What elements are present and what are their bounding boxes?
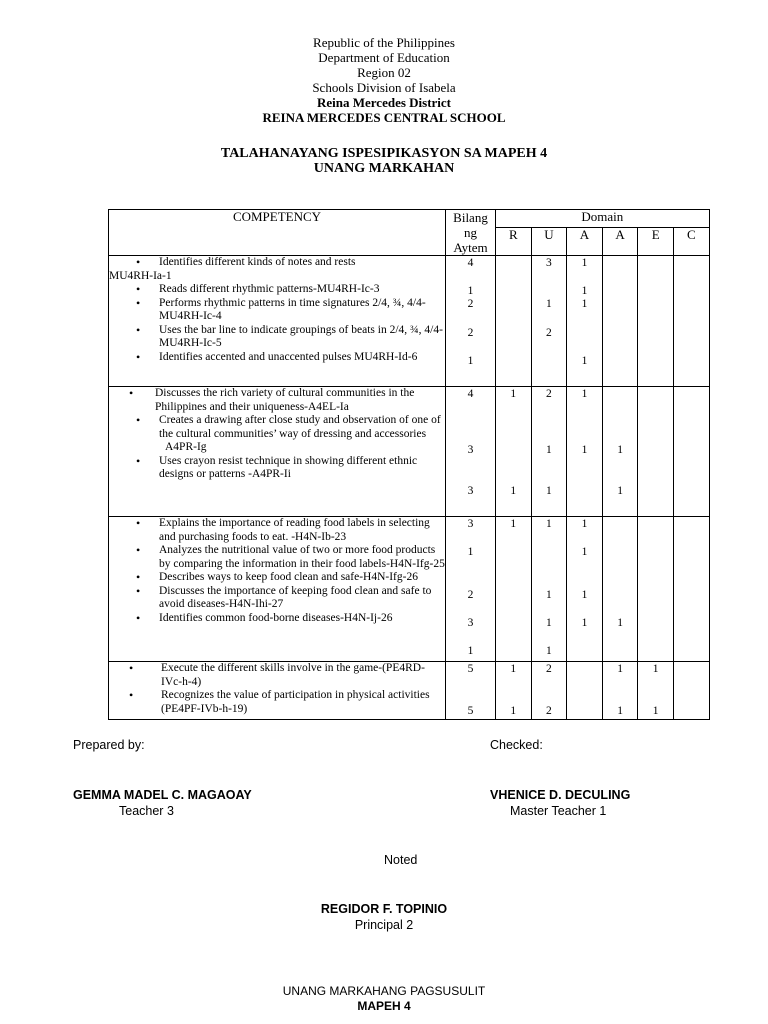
e-cell — [638, 662, 674, 720]
checked-label: Checked: — [490, 738, 543, 752]
list-item: • Discusses the importance of keeping food clean and safe to avoid diseases-H4N-Ihi-27 — [109, 585, 445, 612]
value: 3 — [546, 257, 552, 269]
table-row-pe — [109, 662, 710, 720]
a1-cell — [567, 387, 603, 517]
value: 3 — [467, 617, 474, 629]
competency-cell — [109, 662, 446, 720]
r-cell — [496, 517, 532, 662]
list-item: • Explains the importance of reading food labels in selecting and purchasing foods to eat. -H4N-Ib-23 — [109, 517, 445, 544]
value: 2 — [467, 298, 474, 310]
value: 1 — [652, 663, 659, 675]
checker-name: VHENICE D. DECULING — [490, 788, 631, 802]
domain-a1: A — [567, 228, 603, 256]
bilang-cell — [446, 387, 496, 517]
value: 1 — [546, 444, 552, 456]
list-item: • Creates a drawing after close study and observation of one of the cultural communities’ way of dressing and accessories — [109, 414, 445, 441]
value: 1 — [546, 617, 552, 629]
table-row-arts — [109, 387, 710, 517]
a1-cell — [567, 517, 603, 662]
header-department: Department of Education — [318, 50, 450, 65]
value: 1 — [546, 298, 552, 310]
list-item: • Describes ways to keep food clean and safe-H4N-Ifg-26 — [109, 571, 445, 585]
value: 2 — [546, 705, 552, 717]
a2-cell — [602, 662, 638, 720]
e-cell — [638, 387, 674, 517]
value: 2 — [467, 327, 474, 339]
value: 1 — [546, 589, 552, 601]
value: 2 — [546, 388, 552, 400]
list-item: • Performs rhythmic patterns in time signatures 2/4, ¾, 4/4-MU4RH-Ic-4 — [109, 297, 445, 324]
bilang-cell — [446, 517, 496, 662]
specification-table — [108, 209, 710, 720]
header-bilang — [446, 210, 496, 256]
u-cell — [531, 256, 567, 387]
value: 5 — [467, 705, 474, 717]
value: 1 — [546, 645, 552, 657]
list-item: • Uses the bar line to indicate groupings of beats in 2/4, ¾, 4/4-MU4RH-Ic-5 — [109, 324, 445, 351]
list-item-code: A4PR-Ig — [165, 441, 207, 453]
bilang-cell — [446, 662, 496, 720]
value: 2 — [546, 663, 552, 675]
value: 1 — [581, 617, 588, 629]
c-cell — [673, 662, 709, 720]
list-item: • Identifies accented and unaccented pulses MU4RH-Id-6 — [109, 351, 445, 365]
e-cell — [638, 517, 674, 662]
footer-line1: UNANG MARKAHANG PAGSUSULIT — [282, 984, 486, 998]
value: 3 — [467, 485, 474, 497]
u-cell — [531, 662, 567, 720]
a2-cell — [602, 517, 638, 662]
value: 1 — [510, 663, 517, 675]
c-cell — [673, 387, 709, 517]
header-bilang-line2: ng — [464, 225, 477, 240]
list-item: • Identifies common food-borne diseases-H4N-Ij-26 — [109, 612, 445, 626]
value: 1 — [617, 444, 623, 456]
value: 1 — [510, 705, 517, 717]
value: 1 — [652, 705, 659, 717]
value: 1 — [467, 546, 474, 558]
list-item: • Discusses the rich variety of cultural communities in the Philippines and their uniqueness-A4EL-Ia — [109, 387, 445, 414]
r-cell — [496, 662, 532, 720]
table-row-music — [109, 256, 710, 387]
c-cell — [673, 256, 709, 387]
list-item: • Uses crayon resist technique in showing different ethnic designs or patterns -A4PR-Ii — [109, 455, 445, 482]
value: 1 — [581, 298, 588, 310]
u-cell — [531, 517, 567, 662]
list-item: • Execute the different skills involve in the game-(PE4RD-IVc-h-4) — [109, 662, 445, 689]
footer-line2: MAPEH 4 — [357, 999, 411, 1013]
value: 1 — [617, 617, 623, 629]
document-title — [0, 146, 768, 176]
value: 1 — [581, 518, 588, 530]
header-bilang-line3: Aytem — [453, 240, 488, 255]
header-division: Schools Division of Isabela — [312, 80, 456, 95]
domain-r: R — [496, 228, 532, 256]
title-line1: TALAHANAYANG ISPESIPIKASYON SA MAPEH 4 — [220, 146, 548, 161]
value: 2 — [546, 327, 552, 339]
competency-cell — [109, 387, 446, 517]
value: 1 — [510, 518, 517, 530]
value: 1 — [617, 663, 623, 675]
value: 1 — [467, 355, 474, 367]
header-competency: COMPETENCY — [109, 210, 446, 256]
value: 1 — [467, 645, 474, 657]
prepared-label: Prepared by: — [73, 738, 145, 752]
header-bilang-line1: Bilang — [453, 210, 488, 225]
domain-c: C — [673, 228, 709, 256]
value: 2 — [467, 589, 474, 601]
value: 1 — [510, 388, 517, 400]
value: 1 — [581, 257, 588, 269]
a1-cell — [567, 256, 603, 387]
list-item-code: MU4RH-Ia-1 — [109, 269, 172, 282]
bilang-cell — [446, 256, 496, 387]
header-country: Republic of the Philippines — [313, 35, 455, 50]
r-cell — [496, 387, 532, 517]
c-cell — [673, 517, 709, 662]
value: 4 — [467, 257, 474, 269]
preparer-title: Teacher 3 — [119, 804, 174, 818]
value: 1 — [581, 589, 588, 601]
value: 1 — [581, 285, 588, 297]
r-cell — [496, 256, 532, 387]
title-line2: UNANG MARKAHAN — [313, 161, 455, 176]
preparer-name: GEMMA MADEL C. MAGAOAY — [73, 788, 252, 802]
value: 1 — [467, 285, 474, 297]
table-row-health — [109, 517, 710, 662]
value: 1 — [546, 485, 552, 497]
u-cell — [531, 387, 567, 517]
value: 1 — [581, 388, 588, 400]
list-item: • Identifies different kinds of notes and rests — [109, 256, 445, 270]
list-item: • Reads different rhythmic patterns-MU4RH-Ic-3 — [109, 283, 445, 297]
a2-cell — [602, 256, 638, 387]
value: 1 — [510, 485, 517, 497]
value: 1 — [617, 485, 623, 497]
competency-cell — [109, 517, 446, 662]
value: 1 — [546, 518, 552, 530]
domain-e: E — [638, 228, 674, 256]
value: 3 — [467, 444, 474, 456]
value: 1 — [581, 355, 588, 367]
noter-name: REGIDOR F. TOPINIO — [320, 902, 448, 916]
list-item: • Recognizes the value of participation in physical activities (PE4PF-IVb-h-19) — [109, 689, 445, 716]
header-region: Region 02 — [357, 65, 411, 80]
value: 1 — [617, 705, 623, 717]
value: 1 — [581, 546, 588, 558]
domain-a2: A — [602, 228, 638, 256]
noted-label: Noted — [384, 853, 418, 867]
value: 1 — [581, 444, 588, 456]
a1-cell — [567, 662, 603, 720]
value: 5 — [467, 663, 474, 675]
value: 3 — [467, 518, 474, 530]
competency-cell — [109, 256, 446, 387]
e-cell — [638, 256, 674, 387]
header-district: Reina Mercedes District — [316, 95, 452, 110]
list-item: • Analyzes the nutritional value of two or more food products by comparing the information in their food labels-H4N-Ifg-25 — [109, 544, 445, 571]
value: 4 — [467, 388, 474, 400]
noter-title: Principal 2 — [354, 918, 414, 932]
a2-cell — [602, 387, 638, 517]
header-school: REINA MERCEDES CENTRAL SCHOOL — [262, 110, 506, 125]
domain-u: U — [531, 228, 567, 256]
document-header — [0, 35, 768, 125]
checker-title: Master Teacher 1 — [510, 804, 607, 818]
header-domain: Domain — [496, 210, 710, 228]
